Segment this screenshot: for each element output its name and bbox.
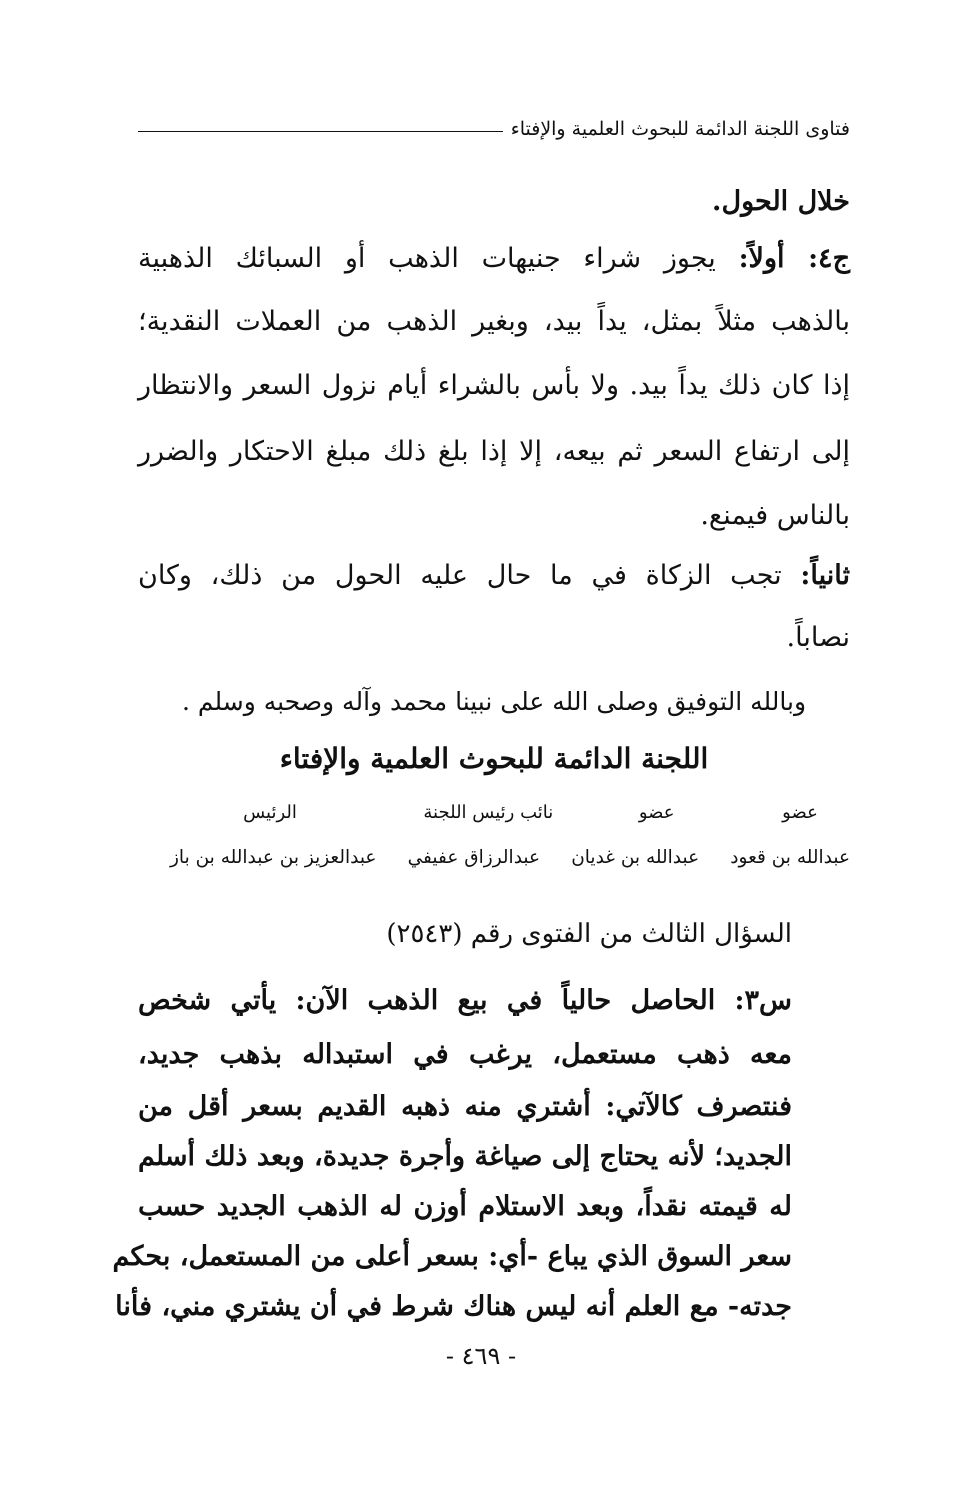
question-heading: السؤال الثالث من الفتوى رقم (٢٥٤٣) bbox=[386, 919, 792, 949]
question-line: س٣: الحاصل حالياً في بيع الذهب الآن: يأتي شخص bbox=[138, 985, 792, 1016]
answer-line-7-text: تجب الزكاة في ما حال عليه الحول من ذلك، وكان bbox=[138, 560, 782, 591]
role-chairman: الرئيس bbox=[243, 802, 297, 823]
page-number: - ٤٦٩ - bbox=[445, 1342, 517, 1370]
question-line: فنتصرف كالآتي: أشتري منه ذهبه القديم بسعر أقل من bbox=[138, 1091, 792, 1122]
answer-line-3: بالذهب مثلاً بمثل، يداً بيد، وبغير الذهب من العملات النقدية؛ bbox=[138, 306, 850, 337]
committee-name: اللجنة الدائمة للبحوث العلمية والإفتاء bbox=[279, 742, 709, 775]
question-line: سعر السوق الذي يباع -أي: بسعر أعلى من المستعمل، بحكم bbox=[112, 1241, 792, 1272]
closing-phrase: وبالله التوفيق وصلى الله على نبينا محمد وآله وصحبه وسلم . bbox=[181, 687, 807, 716]
answer-line-8: نصاباً. bbox=[786, 622, 850, 653]
role-member-2: عضو bbox=[638, 802, 675, 823]
role-member-1: عضو bbox=[782, 802, 818, 823]
question-line: جدته- مع العلم أنه ليس هناك شرط في أن يشتري مني، فأنا bbox=[115, 1291, 792, 1322]
answer-line-4: إذا كان ذلك يداً بيد. ولا بأس بالشراء أيام نزول السعر والانتظار bbox=[138, 370, 850, 401]
question-line: معه ذهب مستعمل، يرغب في استبداله بذهب جديد، bbox=[138, 1039, 792, 1070]
header-title: فتاوى اللجنة الدائمة للبحوث العلمية والإفتاء bbox=[510, 118, 850, 140]
answer-line-5: إلى ارتفاع السعر ثم بيعه، إلا إذا بلغ ذلك مبلغ الاحتكار والضرر bbox=[138, 436, 850, 467]
signatory-names bbox=[170, 843, 850, 873]
answer-line-6: بالناس فيمنع. bbox=[700, 500, 850, 531]
answer-line-2-text: يجوز شراء جنيهات الذهب أو السبائك الذهبية bbox=[138, 243, 716, 274]
signatory-roles bbox=[170, 798, 850, 828]
answer-first-point-label: ج٤: أولاً: bbox=[738, 243, 850, 274]
header-rule bbox=[138, 131, 503, 132]
question-line: له قيمته نقداً، وبعد الاستلام أوزن له الذهب الجديد حسب bbox=[138, 1191, 792, 1222]
member-name-3: عبدالرزاق عفيفي bbox=[407, 847, 541, 868]
running-header bbox=[138, 112, 850, 146]
answer-line-2 bbox=[138, 239, 850, 279]
member-name-1: عبدالله بن قعود bbox=[730, 847, 850, 868]
member-name-2: عبدالله بن غديان bbox=[571, 847, 700, 868]
question-line: الجديد؛ لأنه يحتاج إلى صياغة وأجرة جديدة، وبعد ذلك أسلم bbox=[138, 1141, 792, 1172]
answer-line-1: خلال الحول. bbox=[712, 186, 850, 217]
role-vice-chairman: نائب رئيس اللجنة bbox=[423, 802, 554, 823]
answer-line-7 bbox=[138, 556, 850, 596]
answer-second-point-label: ثانياً: bbox=[800, 560, 850, 591]
member-name-4: عبدالعزيز بن عبدالله بن باز bbox=[170, 847, 377, 868]
